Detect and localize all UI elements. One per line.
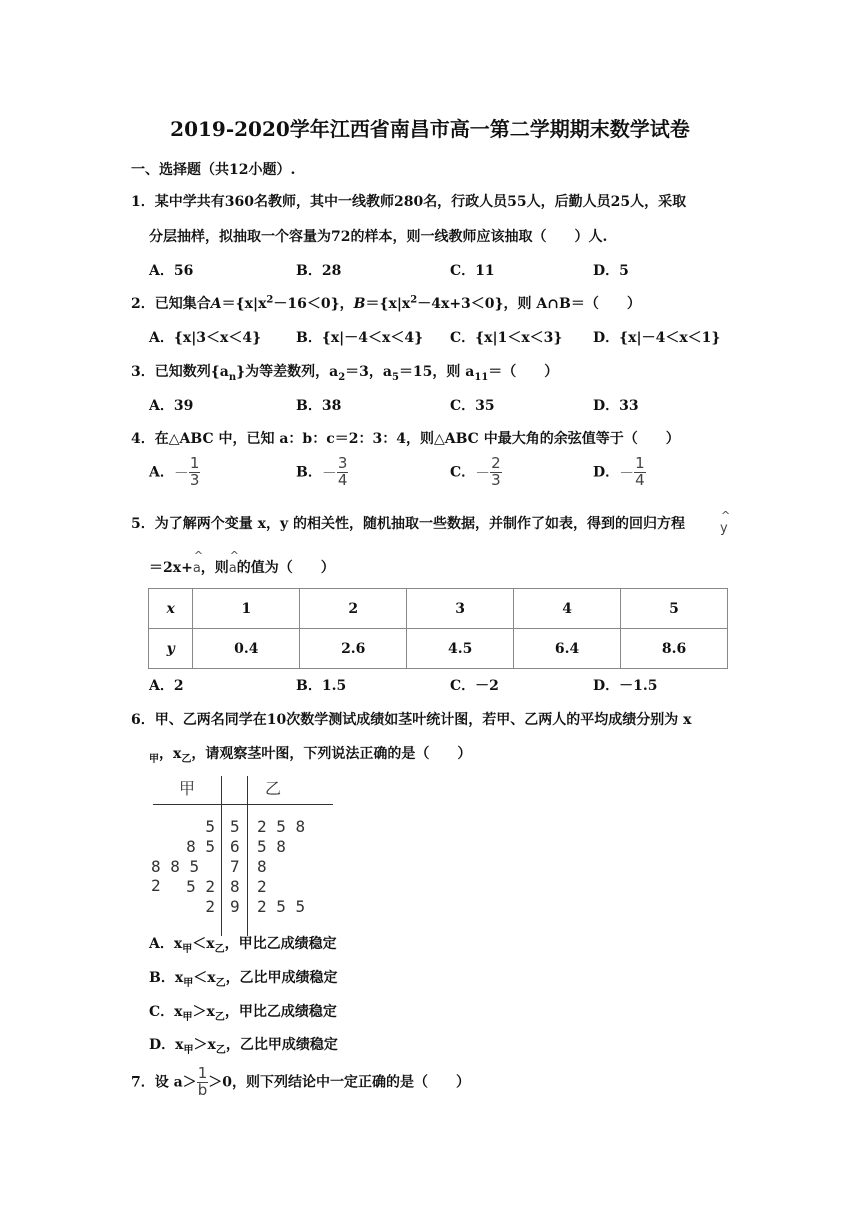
q2-option-a: A．{x|3＜x＜4} bbox=[149, 330, 262, 346]
question-2-stem: 2．已知集合$A=\{x|x^2-16<0\}$，$B=\{x|x^2-4x+3<0\}$，则 A∩B＝（ ） bbox=[131, 294, 641, 312]
q5-option-a: A．2 bbox=[149, 678, 184, 694]
q1-option-b: B．28 bbox=[296, 263, 342, 279]
stem: 5 bbox=[230, 817, 240, 836]
question-5-line-1: 5．为了解两个变量 x，y 的相关性，随机抽取一些数据，并制作了如表，得到的回归方程 bbox=[131, 516, 685, 532]
fraction: $\frac{1}{b}$ bbox=[197, 1064, 208, 1099]
q4-option-c: C．－ $\frac{2}{3}$ bbox=[450, 454, 501, 489]
right-leaves: 2 5 5 bbox=[257, 897, 306, 916]
q4-option-b: B．－ $\frac{3}{4}$ bbox=[296, 454, 348, 489]
q6-option-a: A．$x_甲<x_乙$，甲比乙成绩稳定 bbox=[149, 936, 337, 955]
stem: 7 bbox=[230, 857, 240, 876]
table-cell: 5 bbox=[621, 589, 728, 629]
stem: 6 bbox=[230, 837, 240, 856]
table-cell: 4 bbox=[514, 589, 621, 629]
right-leaves: 8 bbox=[257, 857, 267, 876]
section-heading: 一、选择题（共12小题）. bbox=[131, 162, 296, 178]
table-cell: x bbox=[149, 589, 193, 629]
q1-option-c: C．11 bbox=[450, 263, 495, 279]
table-row bbox=[149, 589, 728, 629]
table-cell: 8.6 bbox=[621, 629, 728, 669]
data-table bbox=[148, 588, 728, 669]
q3-option-c: C．35 bbox=[450, 398, 495, 414]
right-header: 乙 bbox=[265, 779, 282, 798]
stem-divider-left bbox=[221, 776, 222, 936]
fraction: $\frac{2}{3}$ bbox=[491, 454, 501, 489]
q2-option-b: B．{x|－4＜x＜4} bbox=[296, 330, 424, 346]
table-cell: 1 bbox=[193, 589, 300, 629]
table-cell: 3 bbox=[407, 589, 514, 629]
table-cell: y bbox=[149, 629, 193, 669]
question-1-line-2: 分层抽样，拟抽取一个容量为72的样本，则一线教师应该抽取（ ）人. bbox=[149, 229, 608, 245]
right-leaves: 5 8 bbox=[257, 837, 286, 856]
stem-leaf-plot bbox=[151, 776, 336, 936]
question-1-line-1: 1．某中学共有360名教师，其中一线教师280名，行政人员55人，后勤人员25人，采取 bbox=[131, 194, 687, 210]
q4-option-d: D．－ $\frac{1}{4}$ bbox=[593, 454, 645, 489]
q1-option-a: A．56 bbox=[149, 263, 194, 279]
page-title: 2019-2020学年江西省南昌市高一第二学期期末数学试卷 bbox=[170, 117, 690, 141]
question-3-stem: 3．已知数列$\{a_n\}$为等差数列，$a_2=3$，$a_5=15$，则 $a_{11}=$（ ） bbox=[131, 364, 559, 383]
left-leaves: 2 bbox=[205, 897, 215, 916]
question-7-stem: 7．设 a＞ $\frac{1}{b}$ ＞0，则下列结论中一定正确的是（ ） bbox=[131, 1064, 470, 1099]
left-leaves: 8 5 bbox=[186, 837, 215, 856]
question-4-stem: 4．在△ABC 中，已知 a：b：c＝2：3：4，则△ABC 中最大角的余弦值等于（ ） bbox=[131, 431, 680, 447]
q3-option-a: A．39 bbox=[149, 398, 194, 414]
q1-option-d: D．5 bbox=[593, 263, 629, 279]
fraction: $\frac{1}{4}$ bbox=[635, 454, 645, 489]
q2-option-c: C．{x|1＜x＜3} bbox=[450, 330, 563, 346]
table-cell: 2 bbox=[300, 589, 407, 629]
q5-option-c: C．－2 bbox=[450, 678, 499, 694]
q2-option-d: D．{x|－4＜x＜1} bbox=[593, 330, 721, 346]
y-hat-symbol: ^ y bbox=[720, 520, 728, 536]
fraction: $\frac{1}{3}$ bbox=[189, 454, 200, 489]
stem-divider-right bbox=[247, 776, 248, 936]
left-leaves: 5 bbox=[205, 817, 215, 836]
q6-option-c: C．$x_甲>x_乙$，甲比乙成绩稳定 bbox=[149, 1004, 337, 1023]
q5-option-b: B．1.5 bbox=[296, 678, 347, 694]
q3-option-b: B．38 bbox=[296, 398, 342, 414]
left-leaves: 8 8 5 2 bbox=[151, 857, 200, 895]
question-6-line-1: 6．甲、乙两名同学在10次数学测试成绩如茎叶统计图，若甲、乙两人的平均成绩分别为 x bbox=[131, 712, 692, 728]
right-leaves: 2 bbox=[257, 877, 267, 896]
header-divider bbox=[153, 804, 333, 805]
table-cell: 2.6 bbox=[300, 629, 407, 669]
left-header: 甲 bbox=[179, 779, 196, 798]
q4-option-a: A．－ $\frac{1}{3}$ bbox=[149, 454, 200, 489]
table-row bbox=[149, 629, 728, 669]
table-cell: 4.5 bbox=[407, 629, 514, 669]
table-cell: 6.4 bbox=[514, 629, 621, 669]
question-6-line-2: $_甲$，$x_乙$，请观察茎叶图，下列说法正确的是（ ） bbox=[149, 746, 472, 765]
stem: 8 bbox=[230, 877, 240, 896]
q5-option-d: D．－1.5 bbox=[593, 678, 658, 694]
q6-option-d: D．$x_甲>x_乙$，乙比甲成绩稳定 bbox=[149, 1037, 338, 1056]
table-cell: 0.4 bbox=[193, 629, 300, 669]
question-5-line-2: ＝2x+^ a，则^ a的值为（ ） bbox=[149, 557, 335, 577]
left-leaves: 5 2 bbox=[186, 877, 215, 896]
stem: 9 bbox=[230, 897, 240, 916]
q3-option-d: D．33 bbox=[593, 398, 639, 414]
fraction: $\frac{3}{4}$ bbox=[337, 454, 348, 489]
q6-option-b: B．$x_甲<x_乙$，乙比甲成绩稳定 bbox=[149, 970, 338, 989]
right-leaves: 2 5 8 bbox=[257, 817, 306, 836]
